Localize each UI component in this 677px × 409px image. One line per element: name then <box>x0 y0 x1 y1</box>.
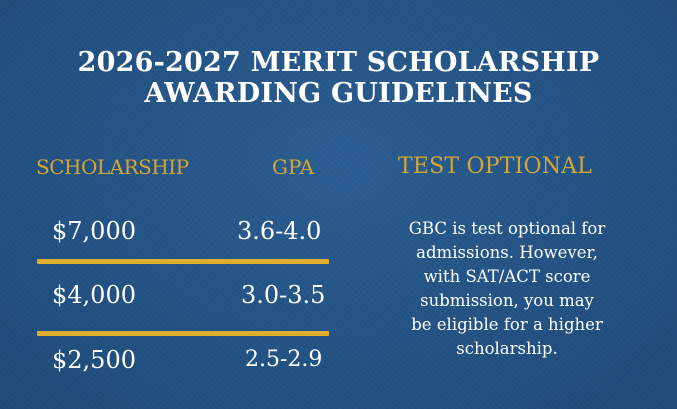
scholarship-amount-row-2: $4,000 <box>52 281 136 309</box>
test-optional-line-3: with SAT/ACT score <box>423 267 591 286</box>
column-header-scholarship: SCHOLARSHIP <box>36 155 189 179</box>
test-optional-line-2: admissions. However, <box>416 243 598 262</box>
page-title-line-2: AWARDING GUIDELINES <box>144 78 533 109</box>
page-title-line-1: 2026-2027 MERIT SCHOLARSHIP <box>77 47 600 78</box>
row-divider-1 <box>37 259 329 264</box>
gpa-range-row-3: 2.5-2.9 <box>245 347 323 372</box>
scholarship-amount-row-3: $2,500 <box>52 346 136 374</box>
test-optional-description <box>380 217 634 361</box>
test-optional-line-1: GBC is test optional for <box>408 219 606 238</box>
gpa-range-row-2: 3.0-3.5 <box>241 281 326 309</box>
test-optional-line-6: scholarship. <box>456 339 558 358</box>
column-header-gpa: GPA <box>272 155 315 179</box>
gpa-range-row-1: 3.6-4.0 <box>237 217 322 245</box>
column-header-test-optional: TEST OPTIONAL <box>398 154 593 179</box>
page-title <box>0 47 677 109</box>
scholarship-amount-row-1: $7,000 <box>52 217 136 245</box>
test-optional-line-5: be eligible for a higher <box>411 315 603 334</box>
test-optional-line-4: submission, you may <box>420 291 594 310</box>
row-divider-2 <box>37 331 329 336</box>
